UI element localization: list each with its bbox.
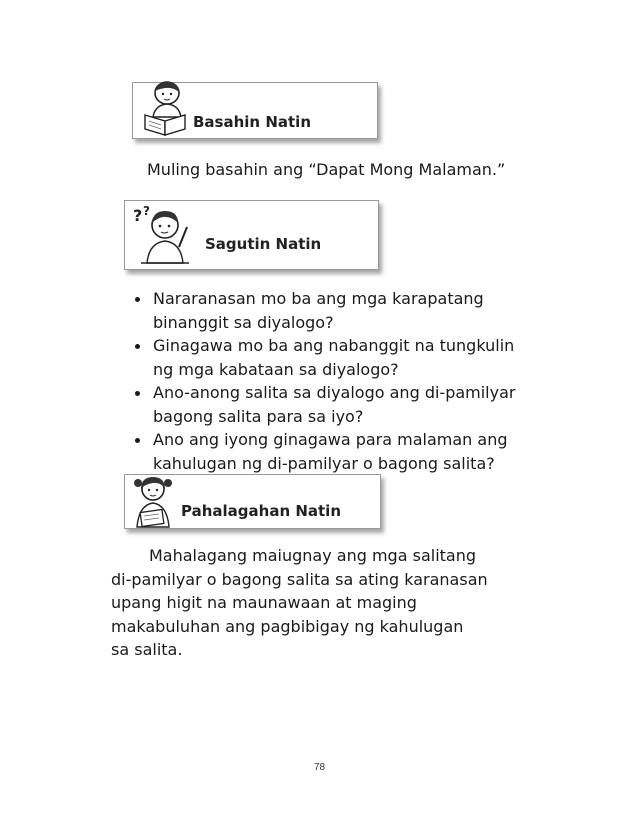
paragraph-line: Mahalagang maiugnay ang mga salitang [149,546,477,565]
list-item [133,334,573,381]
paragraph-line: di-pamilyar o bagong salita sa ating karanasan [111,569,488,589]
question-line: Ano ang iyong ginagawa para malaman ang [153,430,508,449]
list-item [133,287,573,334]
question-line: bagong salita para sa iyo? [153,406,364,426]
section-title: Basahin Natin [193,113,311,131]
sagutin-natin-banner [124,200,379,270]
page-number: 78 [313,762,326,773]
section-title: Pahalagahan Natin [181,502,342,520]
intro-text: Muling basahin ang “Dapat Mong Malaman.” [147,160,506,179]
question-list [133,287,573,475]
question-line: Nararanasan mo ba ang mga karapatang [153,289,484,308]
pahalagahan-natin-banner [124,474,381,529]
basahin-natin-banner [132,82,378,139]
list-item [133,381,573,428]
list-item [133,428,573,475]
svg-text:?: ? [133,206,143,225]
body-paragraph [111,544,488,662]
question-line: ng mga kabataan sa diyalogo? [153,359,399,379]
question-line: Ano-anong salita sa diyalogo ang di-pamilyar [153,383,516,402]
paragraph-line: sa salita. [111,640,183,660]
question-line: kahulugan ng di-pamilyar o bagong salita? [153,453,495,473]
question-line: binanggit sa diyalogo? [153,312,334,332]
question-line: Ginagawa mo ba ang nabanggit na tungkulin [153,336,515,355]
thinking-child-icon [131,203,197,267]
reading-child-icon [141,79,191,137]
paragraph-line: makabuluhan ang pagbibigay ng kahulugan [111,616,464,636]
svg-text:?: ? [143,204,150,218]
girl-with-book-icon [129,473,179,529]
paragraph-line: upang higit na maunawaan at maging [111,593,417,613]
section-title: Sagutin Natin [205,235,322,253]
